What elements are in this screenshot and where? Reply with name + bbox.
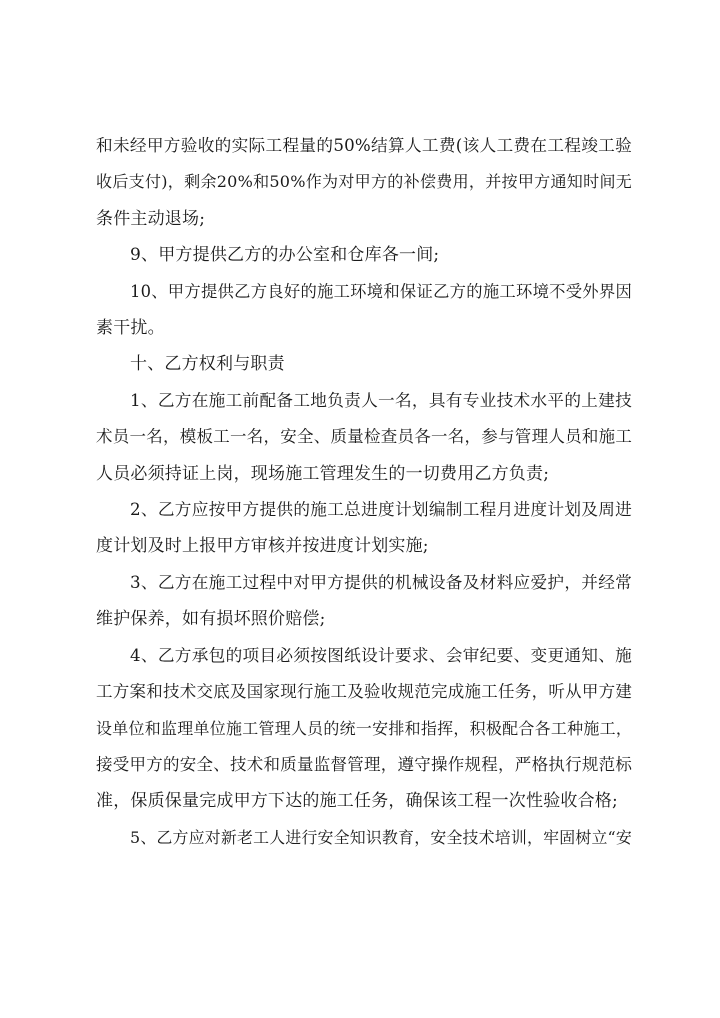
- text-line: 度计划及时上报甲方审核并按进度计划实施;: [96, 536, 429, 557]
- text-line: 术员一名，模板工一名，安全、质量检查员各一名，参与管理人员和施工: [96, 427, 632, 447]
- paragraph-b-item-3: [96, 565, 632, 638]
- document-body: [96, 128, 632, 856]
- text-line: 条件主动退场;: [96, 208, 206, 229]
- text-line: 3、乙方在施工过程中对甲方提供的机械设备及材料应爱护，并经常: [130, 572, 632, 592]
- text-line: 准，保质保量完成甲方下达的施工任务，确保该工程一次性验收合格;: [96, 791, 618, 812]
- text-line: 收后支付)，剩余20%和50%作为对甲方的补偿费用，并按甲方通知时间无: [96, 172, 632, 192]
- paragraph-b-item-2: [96, 492, 632, 565]
- text-line: 人员必须持证上岗，现场施工管理发生的一切费用乙方负责;: [96, 463, 550, 484]
- text-line: 十、乙方权利与职责: [130, 354, 285, 375]
- text-line: 5、乙方应对新老工人进行安全知识教育，安全技术培训，牢固树立“安: [130, 827, 632, 847]
- text-line: 维护保养，如有损坏照价赔偿;: [96, 609, 326, 630]
- text-line: 接受甲方的安全、技术和质量监督管理，遵守操作规程，严格执行规范标: [96, 754, 632, 774]
- text-line: 10、甲方提供乙方良好的施工环境和保证乙方的施工环境不受外界因: [130, 281, 632, 301]
- text-line: 2、乙方应按甲方提供的施工总进度计划编制工程月进度计划及周进: [130, 500, 632, 520]
- paragraph-b-item-4: [96, 638, 632, 820]
- paragraph-item-9: [96, 237, 632, 273]
- text-line: 9、甲方提供乙方的办公室和仓库各一间;: [130, 245, 440, 266]
- text-line: 4、乙方承包的项目必须按图纸设计要求、会审纪要、变更通知、施: [130, 645, 632, 665]
- section-heading-party-b: [96, 346, 632, 382]
- text-line: 设单位和监理单位施工管理人员的统一安排和指挥，积极配合各工种施工，: [96, 718, 632, 738]
- text-line: 素干扰。: [96, 318, 165, 339]
- paragraph-continued-settlement: [96, 128, 632, 237]
- text-line: 和未经甲方验收的实际工程量的50%结算人工费(该人工费在工程竣工验: [96, 136, 632, 155]
- paragraph-b-item-5: [96, 820, 632, 856]
- paragraph-b-item-1: [96, 383, 632, 492]
- paragraph-item-10: [96, 274, 632, 347]
- text-line: 工方案和技术交底及国家现行施工及验收规范完成施工任务，听从甲方建: [96, 682, 632, 702]
- text-line: 1、乙方在施工前配备工地负责人一名，具有专业技术水平的上建技: [130, 390, 632, 410]
